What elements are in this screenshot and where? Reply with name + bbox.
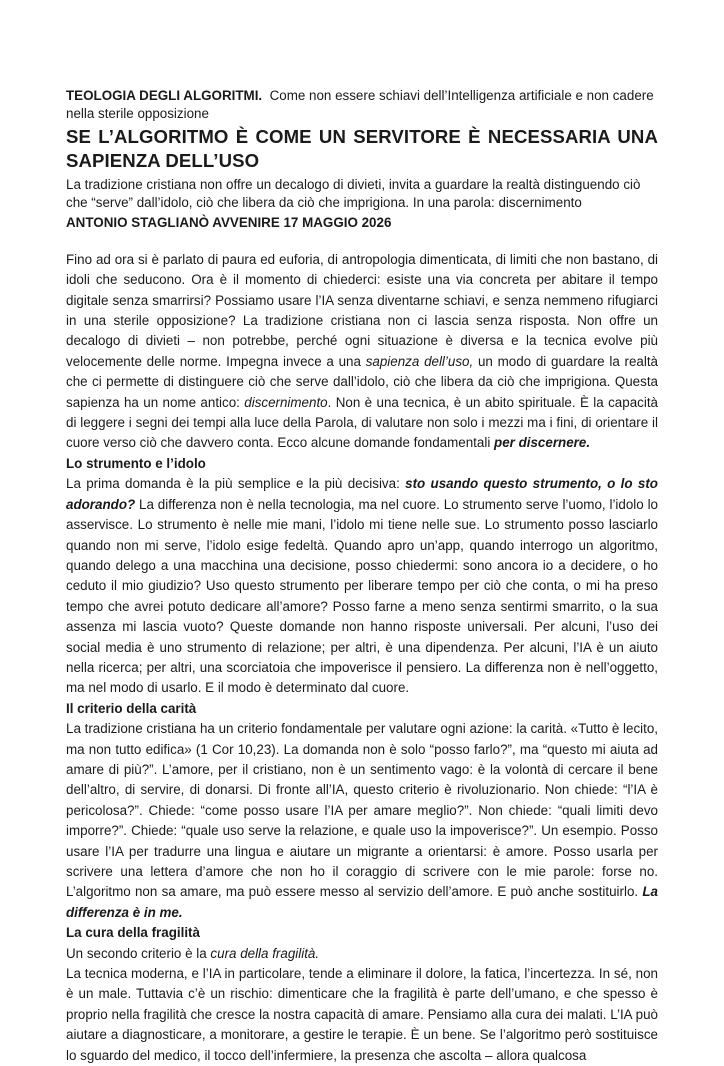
paragraph-section-1 [66, 474, 658, 698]
paragraph-section-3b: La tecnica moderna, e l’IA in particolare, tende a eliminare il dolore, la fatica, l’incertezza. In sé, non è un male. Tuttavia c’è un rischio: dimenticare che la fragilità è parte dell’umano, e che spesso è proprio nella fragilità che cresce la nostra capacità di amare. Pensiamo alla cura dei malati. L’IA può aiutare a diagnosticare, a monitorare, a gestire le terapie. È un bene. Se l’algoritmo però sostituisce lo sguardo del medico, il tocco dell’infermiere, la presenza che ascolta – allora qualcosa [66, 966, 658, 1063]
section-heading: Lo strumento e l’idolo [66, 455, 206, 471]
document-page [66, 87, 658, 1066]
kicker: TEOLOGIA DEGLI ALGORITMI. [66, 88, 263, 103]
text-run: Fino ad ora si è parlato di paura ed euforia, di antropologia dimenticata, di limiti che non bastano, di idoli che seducono. Ora è il momento di chiederci: esiste una via concreta per abitare il tempo digitale senza smarrirsi? Possiamo usare l’IA senza diventarne schiavi, e senza nemmeno rifugiarci in una sterile opposizione? La tradizione cristiana non ci lascia senza risposta. Non offre un decalogo di divieti – non potrebbe, perché ogni situazione è diversa e la tecnica evolve più velocemente delle norme. Impegna invece a una [66, 251, 658, 369]
section-heading: La cura della fragilità [66, 925, 200, 941]
headline: SE L’ALGORITMO È COME UN SERVITORE È NECESSARIA UNA SAPIENZA DELL’USO [66, 126, 658, 171]
text-run: un modo di guardare la realtà che ci permette di distinguere ciò che serve dall’idolo, ciò che libera da ciò che imprigiona. Questa sapienza ha un nome antico: [66, 353, 658, 410]
byline: ANTONIO STAGLIANÒ AVVENIRE 17 MAGGIO 2026 [66, 214, 392, 230]
emphasis: discernimento [244, 394, 328, 410]
spacer [66, 232, 658, 250]
emphasis: per discernere. [494, 435, 591, 451]
paragraph-section-3a [66, 944, 658, 964]
section-heading: Il criterio della carità [66, 700, 197, 716]
text-run: La prima domanda è la più semplice e la più decisiva: [66, 476, 400, 492]
text-run: Un secondo criterio è la [66, 945, 207, 961]
text-run: La differenza non è nella tecnologia, ma nel cuore. Lo strumento serve l’uomo, l’idolo lo asservisce. Lo strumento è nelle mie mani, l’idolo mi tiene nelle sue. Lo strumento posso lasciarlo quando non mi serve, l’idolo esige fedeltà. Quando apro un’app, quando interrogo un algoritmo, quando delego a una macchina una decisione, posso chiedermi: sono ancora io a decidere, o ho ceduto il mio giudizio? Uso questo strumento per liberare tempo per ciò che conta, o mi ha preso tempo che avrei potuto dedicare all’amore? Posso farne a meno senza sentirmi smarrito, o la sua assenza mi lascia vuoto? Queste domande non hanno risposte universali. Per alcuni, l’uso dei social media è uno strumento di relazione; per altri, è una dipendenza. Per alcuni, l’IA è un aiuto nella ricerca; per altri, una scorciatoia che impoverisce il pensiero. La differenza non è nell’oggetto, ma nel modo di usarlo. E il modo è determinato dal cuore. [66, 496, 658, 696]
emphasis: sto usando questo strumento, o lo sto adorando? [66, 476, 658, 512]
text-run: . Non è una tecnica, è un abito spirituale. È la capacità di leggere i segni dei tempi alla luce della Parola, di valutare non solo i mezzi ma i fini, di orientare il cuore verso ciò che davvero conta. Ecco alcune domande fondamentali [66, 394, 658, 451]
article-intro [66, 87, 658, 123]
emphasis: La differenza è in me. [66, 884, 658, 920]
paragraph-intro [66, 250, 658, 454]
summary: La tradizione cristiana non offre un decalogo di divieti, invita a guardare la realtà distinguendo ciò che “serve” dall’idolo, ciò che libera da ciò che imprigiona. In una parola: discernimento [66, 177, 641, 211]
paragraph-section-2 [66, 719, 658, 923]
emphasis: cura della fragilità. [210, 945, 320, 961]
emphasis: sapienza dell’uso, [365, 353, 474, 369]
kicker-tail: Come non essere schiavi dell’Intelligenza artificiale e non cadere nella sterile opposizione [66, 88, 654, 121]
text-run: La tradizione cristiana ha un criterio fondamentale per valutare ogni azione: la carità. «Tutto è lecito, ma non tutto edifica» (1 Cor 10,23). La domanda non è solo “posso farlo?”, ma “questo mi aiuta ad amare di più?”. L’amore, per il cristiano, non è un sentimento vago: è la volontà di cercare il bene dell’altro, di servire, di donarsi. Di fronte all’IA, questo criterio è rivoluzionario. Non chiede: “l’IA è pericolosa?”. Chiede: “come posso usare l’IA per amare meglio?”. Non chiede: “quali limiti devo imporre?”. Chiede: “quale uso serve la relazione, e quale uso la impoverisce?”. Un esempio. Posso usare l’IA per tradurre una lingua e aiutare un migrante a orientarsi: è amore. Posso usarla per scrivere una lettera d’amore che non ho il coraggio di scrivere con le mie parole: forse no. L’algoritmo non sa amare, ma può essere messo al servizio dell’amore. E può anche sostituirlo. [66, 721, 659, 900]
